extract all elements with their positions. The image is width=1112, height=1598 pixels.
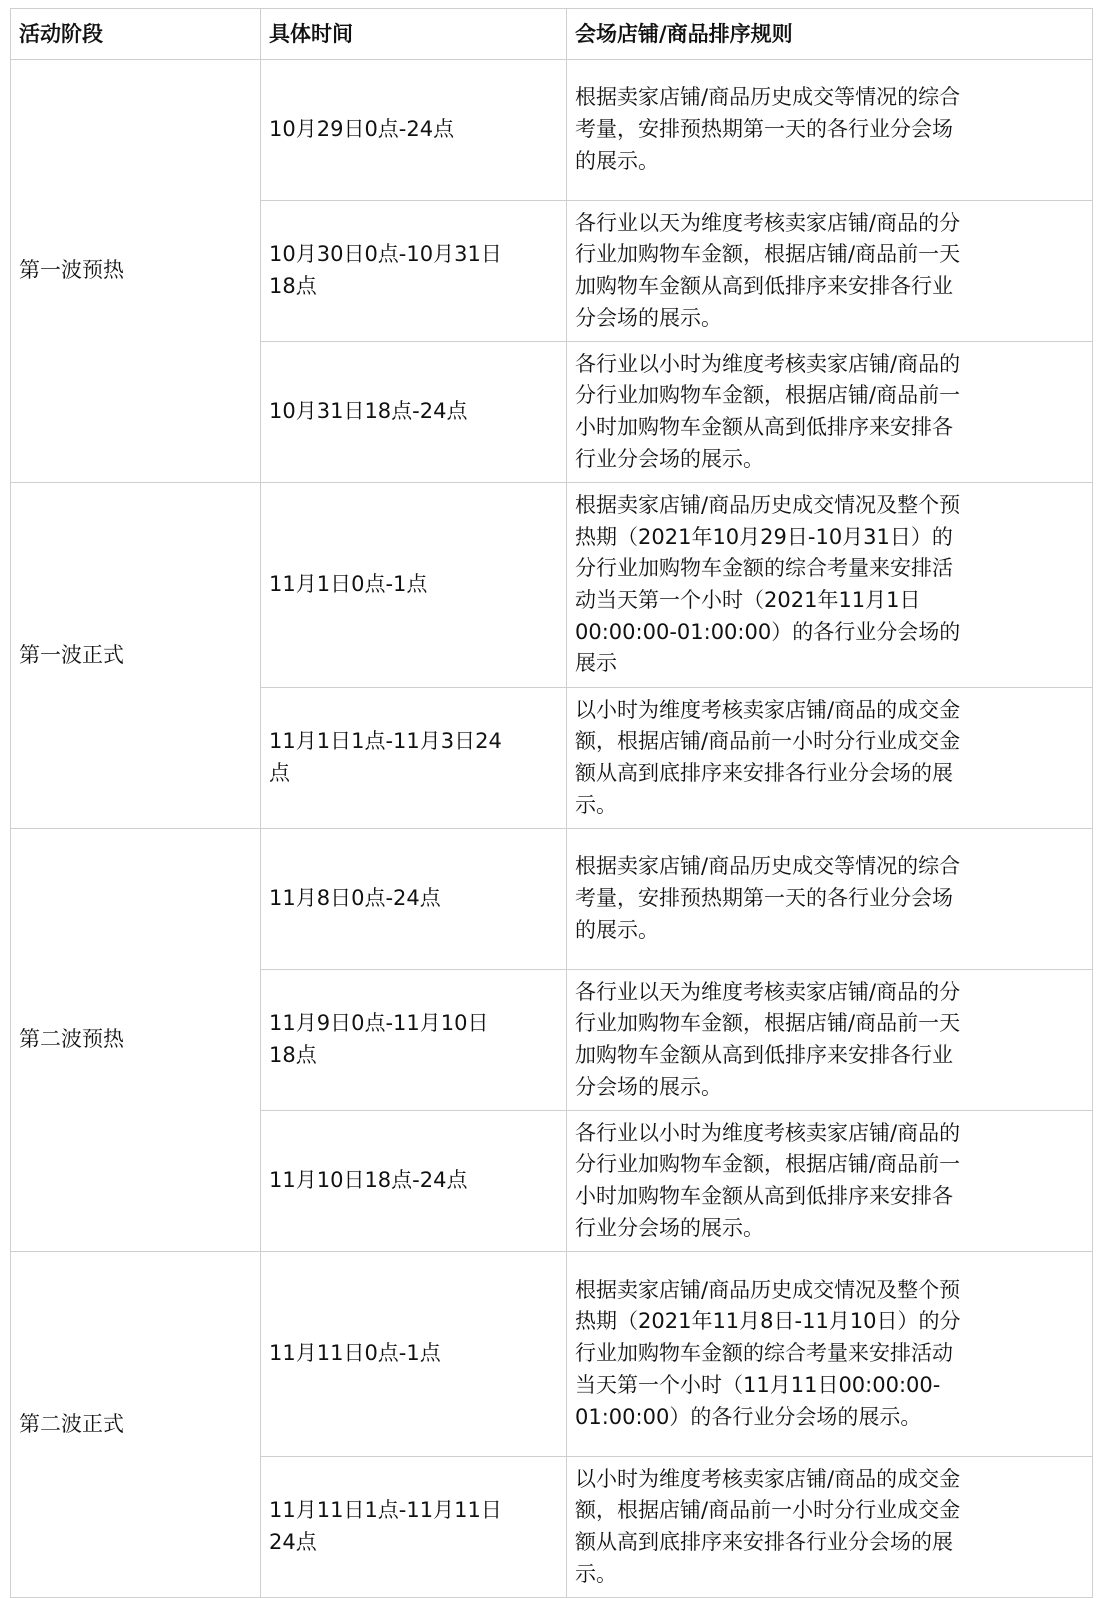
- header-stage: 活动阶段: [11, 9, 261, 60]
- time-cell: 11月9日0点-11月10日18点: [261, 970, 567, 1111]
- rule-cell: 以小时为维度考核卖家店铺/商品的成交金额，根据店铺/商品前一小时分行业成交金额从高到底排序来安排各行业分会场的展示。: [567, 1457, 1093, 1598]
- time-cell: 11月11日1点-11月11日24点: [261, 1457, 567, 1598]
- time-cell: 11月11日0点-1点: [261, 1252, 567, 1457]
- header-time: 具体时间: [261, 9, 567, 60]
- stage-cell: 第一波预热: [11, 60, 261, 483]
- table-row: [11, 1252, 1093, 1457]
- time-cell: 10月30日0点-10月31日18点: [261, 201, 567, 342]
- time-cell: 11月1日1点-11月3日24点: [261, 688, 567, 829]
- time-cell: 10月29日0点-24点: [261, 60, 567, 201]
- table-row: [11, 829, 1093, 970]
- header-row: [11, 9, 1093, 60]
- rule-cell: 以小时为维度考核卖家店铺/商品的成交金额，根据店铺/商品前一小时分行业成交金额从高到底排序来安排各行业分会场的展示。: [567, 688, 1093, 829]
- time-cell: 11月8日0点-24点: [261, 829, 567, 970]
- stage-cell: 第二波预热: [11, 829, 261, 1252]
- ranking-rules-table: [10, 8, 1093, 1598]
- header-rule: 会场店铺/商品排序规则: [567, 9, 1093, 60]
- table-row: [11, 483, 1093, 688]
- rule-cell: 根据卖家店铺/商品历史成交情况及整个预热期（2021年10月29日-10月31日）的分行业加购物车金额的综合考量来安排活动当天第一个小时（2021年11月1日00:00:00-01:00:00）的各行业分会场的展示: [567, 483, 1093, 688]
- time-cell: 11月10日18点-24点: [261, 1111, 567, 1252]
- time-cell: 10月31日18点-24点: [261, 342, 567, 483]
- rule-cell: 根据卖家店铺/商品历史成交情况及整个预热期（2021年11月8日-11月10日）的分行业加购物车金额的综合考量来安排活动当天第一个小时（11月11日00:00:00-01:00:00）的各行业分会场的展示。: [567, 1252, 1093, 1457]
- stage-cell: 第一波正式: [11, 483, 261, 829]
- rule-cell: 各行业以天为维度考核卖家店铺/商品的分行业加购物车金额，根据店铺/商品前一天加购物车金额从高到低排序来安排各行业分会场的展示。: [567, 201, 1093, 342]
- table-row: [11, 60, 1093, 201]
- rule-cell: 各行业以小时为维度考核卖家店铺/商品的分行业加购物车金额，根据店铺/商品前一小时加购物车金额从高到低排序来安排各行业分会场的展示。: [567, 342, 1093, 483]
- time-cell: 11月1日0点-1点: [261, 483, 567, 688]
- rule-cell: 各行业以小时为维度考核卖家店铺/商品的分行业加购物车金额，根据店铺/商品前一小时加购物车金额从高到低排序来安排各行业分会场的展示。: [567, 1111, 1093, 1252]
- rule-cell: 根据卖家店铺/商品历史成交等情况的综合考量，安排预热期第一天的各行业分会场的展示。: [567, 60, 1093, 201]
- rule-cell: 各行业以天为维度考核卖家店铺/商品的分行业加购物车金额，根据店铺/商品前一天加购物车金额从高到低排序来安排各行业分会场的展示。: [567, 970, 1093, 1111]
- rule-cell: 根据卖家店铺/商品历史成交等情况的综合考量，安排预热期第一天的各行业分会场的展示。: [567, 829, 1093, 970]
- stage-cell: 第二波正式: [11, 1252, 261, 1598]
